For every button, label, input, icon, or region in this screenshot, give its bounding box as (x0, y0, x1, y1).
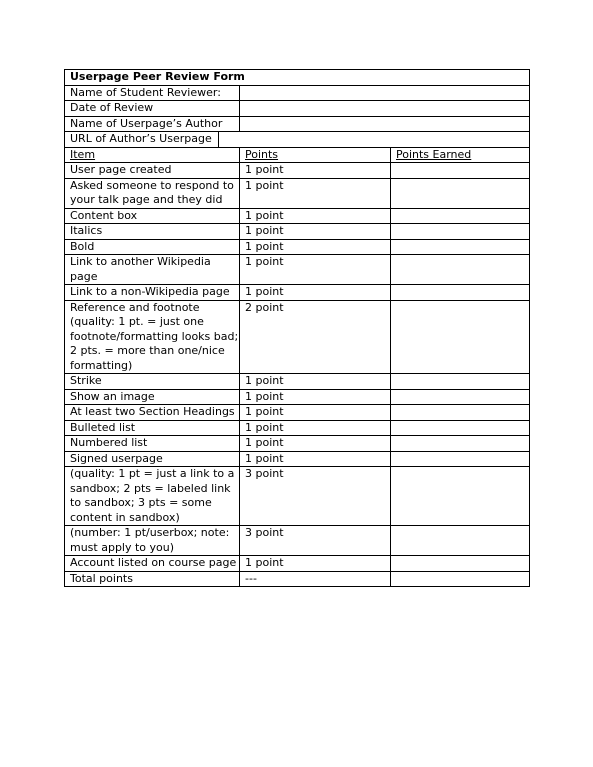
item-cell: (number: 1 pt/userbox; note: must apply to you) (65, 526, 240, 556)
table-row (65, 571, 530, 587)
points-earned-cell[interactable] (391, 178, 530, 208)
info-row-url (65, 132, 530, 148)
points-earned-cell[interactable] (391, 300, 530, 374)
points-earned-cell[interactable] (391, 239, 530, 255)
item-cell: Content box (65, 208, 240, 224)
points-cell: 1 point (240, 556, 391, 572)
table-row (65, 178, 530, 208)
info-row-reviewer (65, 85, 530, 101)
header-points-earned: Points Earned (391, 147, 530, 163)
points-cell: 1 point (240, 239, 391, 255)
column-header-row (65, 147, 530, 163)
points-earned-cell[interactable] (391, 389, 530, 405)
points-earned-cell[interactable] (391, 255, 530, 285)
item-cell: (quality: 1 pt = just a link to a sandbox; 2 pts = labeled link to sandbox; 3 pts = some content in sandbox) (65, 467, 240, 526)
table-row (65, 224, 530, 240)
points-earned-cell[interactable] (391, 451, 530, 467)
review-date-field[interactable] (240, 101, 530, 117)
author-name-label: Name of Userpage’s Author (65, 116, 240, 132)
table-row (65, 285, 530, 301)
points-cell: 1 point (240, 208, 391, 224)
info-row-date (65, 101, 530, 117)
review-date-label: Date of Review (65, 101, 240, 117)
item-cell: Bulleted list (65, 420, 240, 436)
points-earned-cell[interactable] (391, 467, 530, 526)
points-earned-cell[interactable] (391, 556, 530, 572)
item-cell: Bold (65, 239, 240, 255)
table-row (65, 451, 530, 467)
points-cell: 1 point (240, 255, 391, 285)
points-cell: 1 point (240, 420, 391, 436)
points-cell: 1 point (240, 451, 391, 467)
userpage-url-field[interactable] (219, 132, 529, 147)
table-row (65, 556, 530, 572)
reviewer-name-field[interactable] (240, 85, 530, 101)
points-cell: 3 point (240, 526, 391, 556)
form-title: Userpage Peer Review Form (65, 70, 530, 86)
points-cell: 1 point (240, 436, 391, 452)
points-cell: 1 point (240, 163, 391, 179)
points-cell: 1 point (240, 374, 391, 390)
table-row (65, 389, 530, 405)
table-row (65, 300, 530, 374)
points-earned-cell[interactable] (391, 571, 530, 587)
userpage-url-label: URL of Author’s Userpage (65, 132, 219, 147)
item-cell: Signed userpage (65, 451, 240, 467)
points-cell: 3 point (240, 467, 391, 526)
points-cell: 1 point (240, 178, 391, 208)
item-cell: Account listed on course page (65, 556, 240, 572)
points-earned-cell[interactable] (391, 420, 530, 436)
points-cell: --- (240, 571, 391, 587)
item-cell: Reference and footnote (quality: 1 pt. = just one footnote/formatting looks bad; 2 pts. = more than one/nice formatting) (65, 300, 240, 374)
points-cell: 1 point (240, 224, 391, 240)
points-earned-cell[interactable] (391, 208, 530, 224)
points-earned-cell[interactable] (391, 374, 530, 390)
points-earned-cell[interactable] (391, 224, 530, 240)
table-row (65, 526, 530, 556)
points-cell: 1 point (240, 389, 391, 405)
author-name-field[interactable] (240, 116, 530, 132)
points-cell: 2 point (240, 300, 391, 374)
info-row-author (65, 116, 530, 132)
points-cell: 1 point (240, 405, 391, 421)
table-row (65, 255, 530, 285)
table-row (65, 163, 530, 179)
table-row (65, 208, 530, 224)
item-cell: Asked someone to respond to your talk page and they did (65, 178, 240, 208)
points-earned-cell[interactable] (391, 405, 530, 421)
table-row (65, 374, 530, 390)
table-row (65, 436, 530, 452)
table-row (65, 467, 530, 526)
table-row (65, 405, 530, 421)
item-cell: Numbered list (65, 436, 240, 452)
item-cell: User page created (65, 163, 240, 179)
table-row (65, 239, 530, 255)
item-cell: Strike (65, 374, 240, 390)
item-cell: Total points (65, 571, 240, 587)
url-cell (65, 132, 530, 148)
points-earned-cell[interactable] (391, 526, 530, 556)
points-cell: 1 point (240, 285, 391, 301)
item-cell: Show an image (65, 389, 240, 405)
points-earned-cell[interactable] (391, 436, 530, 452)
item-cell: At least two Section Headings (65, 405, 240, 421)
reviewer-name-label: Name of Student Reviewer: (65, 85, 240, 101)
item-cell: Link to another Wikipedia page (65, 255, 240, 285)
item-cell: Italics (65, 224, 240, 240)
points-earned-cell[interactable] (391, 163, 530, 179)
peer-review-form-table (64, 69, 530, 587)
item-cell: Link to a non-Wikipedia page (65, 285, 240, 301)
header-item: Item (65, 147, 240, 163)
header-points: Points (240, 147, 391, 163)
form-title-row (65, 70, 530, 86)
points-earned-cell[interactable] (391, 285, 530, 301)
table-row (65, 420, 530, 436)
